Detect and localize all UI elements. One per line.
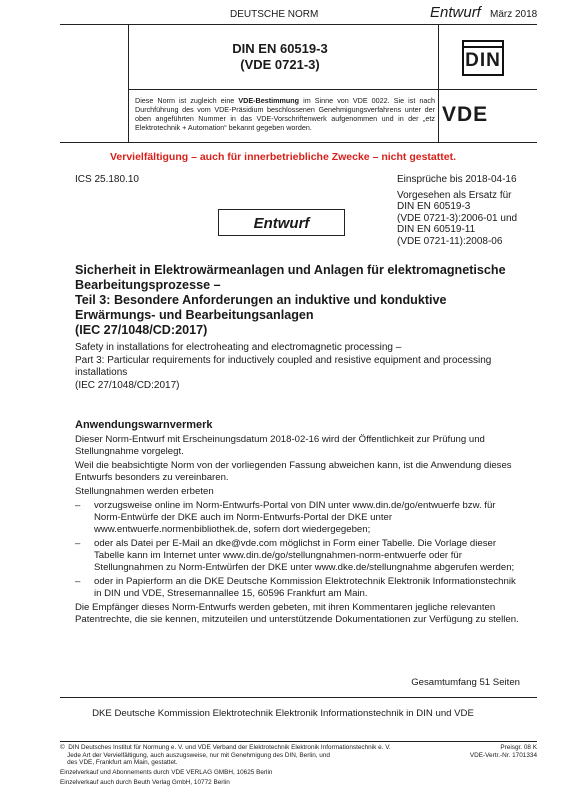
bullet-dash: – [75,576,81,587]
replace-line: DIN EN 60519-11 [397,224,476,235]
copyright-line: des VDE, Frankfurt am Main, gestattet. [60,759,178,767]
list-item [75,576,520,600]
price-group: Preisgr. 08 K [500,744,537,751]
title-english-line: Part 3: Particular requirements for inductively coupled and resistive equipment and processing [75,354,492,366]
vde-notice-suffix: im Sinne von VDE 0022. Sie ist nach Durchführung des vom VDE-Präsidium beschlossenen Genehmigungsverfahrens unter der oben angeführten Nummer in das VDE-Vorschriftenwerk aufgenommen und in der „etz Elektrotechnik + Automation“ bekannt gegeben worden. [135,96,435,132]
dke-line: DKE Deutsche Kommission Elektrotechnik Elektronik Informationstechnik in DIN und VDE [92,708,474,719]
copyright-line: Jede Art der Vervielfältigung, auch auszugsweise, nur mit Genehmigung des DIN, Berlin, und [60,751,330,759]
title-german-line: Teil 3: Besondere Anforderungen an induktive und konduktive [75,293,447,307]
header-norm-type: DEUTSCHE NORM [230,9,319,20]
document-number: DIN EN 60519-3 [232,41,328,56]
bullet-text: oder als Datei per E-Mail an dke@vde.com möglichst in Form einer Tabelle. Die Vorlage dieser Tabelle kann im Internet unter www.din.de/go/stellungnahmen-norm-entwuerfe oder für Stellungnahmen zu Norm-Entwürfen der DKE unter www.dke.de/stellungnahme abgerufen werden; [94,538,515,573]
title-german-line: Bearbeitungsprozesse – [75,278,221,292]
din-logo [462,40,504,76]
vde-number: (VDE 0721-3) [240,57,320,72]
left-frame [128,24,129,142]
title-english-line: installations [75,367,128,378]
list-item [75,538,520,574]
vde-logo: VDE [442,103,489,126]
bullet-text: oder in Papierform an die DKE Deutsche Kommission Elektrotechnik Elektronik Informationstechnik in DIN und VDE, Stresemannallee 15, 60596 Frankfurt am Main. [94,576,516,599]
draft-box: Entwurf [218,209,345,236]
mid-rule [128,89,537,90]
sales-line: Einzelverkauf und Abonnements durch VDE VERLAG GMBH, 10625 Berlin [60,768,273,776]
title-english [75,342,520,392]
header-bottom-rule [60,142,537,143]
usage-para-2: Weil die beabsichtigte Norm von der vorliegenden Fassung abweichen kann, ist die Anwendung dieses Entwurfs besonders zu vereinbaren. [75,460,512,483]
footer-rule [60,741,537,742]
vde-notice [135,96,435,132]
replace-line: (VDE 0721-3):2006-01 und [397,212,518,224]
usage-heading: Anwendungswarnvermerk [75,419,213,431]
usage-para-4: Die Empfänger dieses Norm-Entwurfs werden gebeten, mit ihren Kommentaren jegliche relevanten Patentrechte, die sie kennen, mitzuteilen und unterstützende Dokumentationen zur Verfügung zu stellen. [75,602,519,625]
bullet-dash: – [75,500,81,511]
logo-divider [438,24,439,142]
bullet-dash: – [75,538,81,549]
title-german-line: (IEC 27/1048/CD:2017) [75,323,208,337]
vde-notice-prefix: Diese Norm ist zugleich eine [135,96,239,105]
title-german [75,263,515,338]
din-logo-bar [464,46,502,48]
title-english-line: (IEC 27/1048/CD:2017) [75,379,180,391]
bullet-text: vorzugsweise online im Norm-Entwurfs-Portal von DIN unter www.din.de/go/entwuerfe bzw. für Norm-Entwürfe der DKE auch im Norm-Entwurfs-Portal der DKE unter www.entwuerfe.normenbibliothek.de, sofern dort wiedergegeben; [94,500,496,535]
copyright-line: © DIN Deutsches Institut für Normung e. V. und VDE Verband der Elektrotechnik Elektronik Informationstechnik e. V. [60,744,391,751]
vde-notice-bold: VDE-Bestimmung [238,96,300,105]
title-english-line: Safety in installations for electroheating and electromagnetic processing – [75,342,402,353]
total-pages: Gesamtumfang 51 Seiten [411,677,520,688]
replace-line: Vorgesehen als Ersatz für [397,189,512,201]
sales-line: Einzelverkauf auch durch Beuth Verlag GmbH, 10772 Berlin [60,779,230,787]
footer-order-info [425,744,537,759]
copy-warning: Vervielfältigung – auch für innerbetriebliche Zwecke – nicht gestattet. [109,151,456,163]
usage-para-3: Stellungnahmen werden erbeten [75,486,214,497]
pages-rule [60,697,537,698]
din-logo-text: DIN [465,50,501,71]
replace-line: (VDE 0721-11):2008-06 [397,235,503,247]
objection-deadline: Einsprüche bis 2018-04-16 [397,174,517,185]
usage-para-1: Dieser Norm-Entwurf mit Erscheinungsdatum 2018-02-16 wird der Öffentlichkeit zur Prüfung und Stellungnahme vorgelegt. [75,434,485,457]
title-german-line: Erwärmungs- und Bearbeitungsanlagen [75,308,314,322]
header-draft-mark: Entwurf [430,4,481,21]
vde-order-number: VDE-Vertr.-Nr. 1701334 [469,751,537,759]
objection-info [397,174,527,247]
title-german-line: Sicherheit in Elektrowärmeanlagen und Anlagen für elektromagnetische [75,263,506,277]
footer-copyright [60,744,420,787]
top-rule [60,24,537,25]
ics-code: ICS 25.180.10 [75,174,139,185]
replace-line: DIN EN 60519-3 [397,201,471,212]
header-date: März 2018 [490,9,538,20]
list-item [75,500,520,536]
